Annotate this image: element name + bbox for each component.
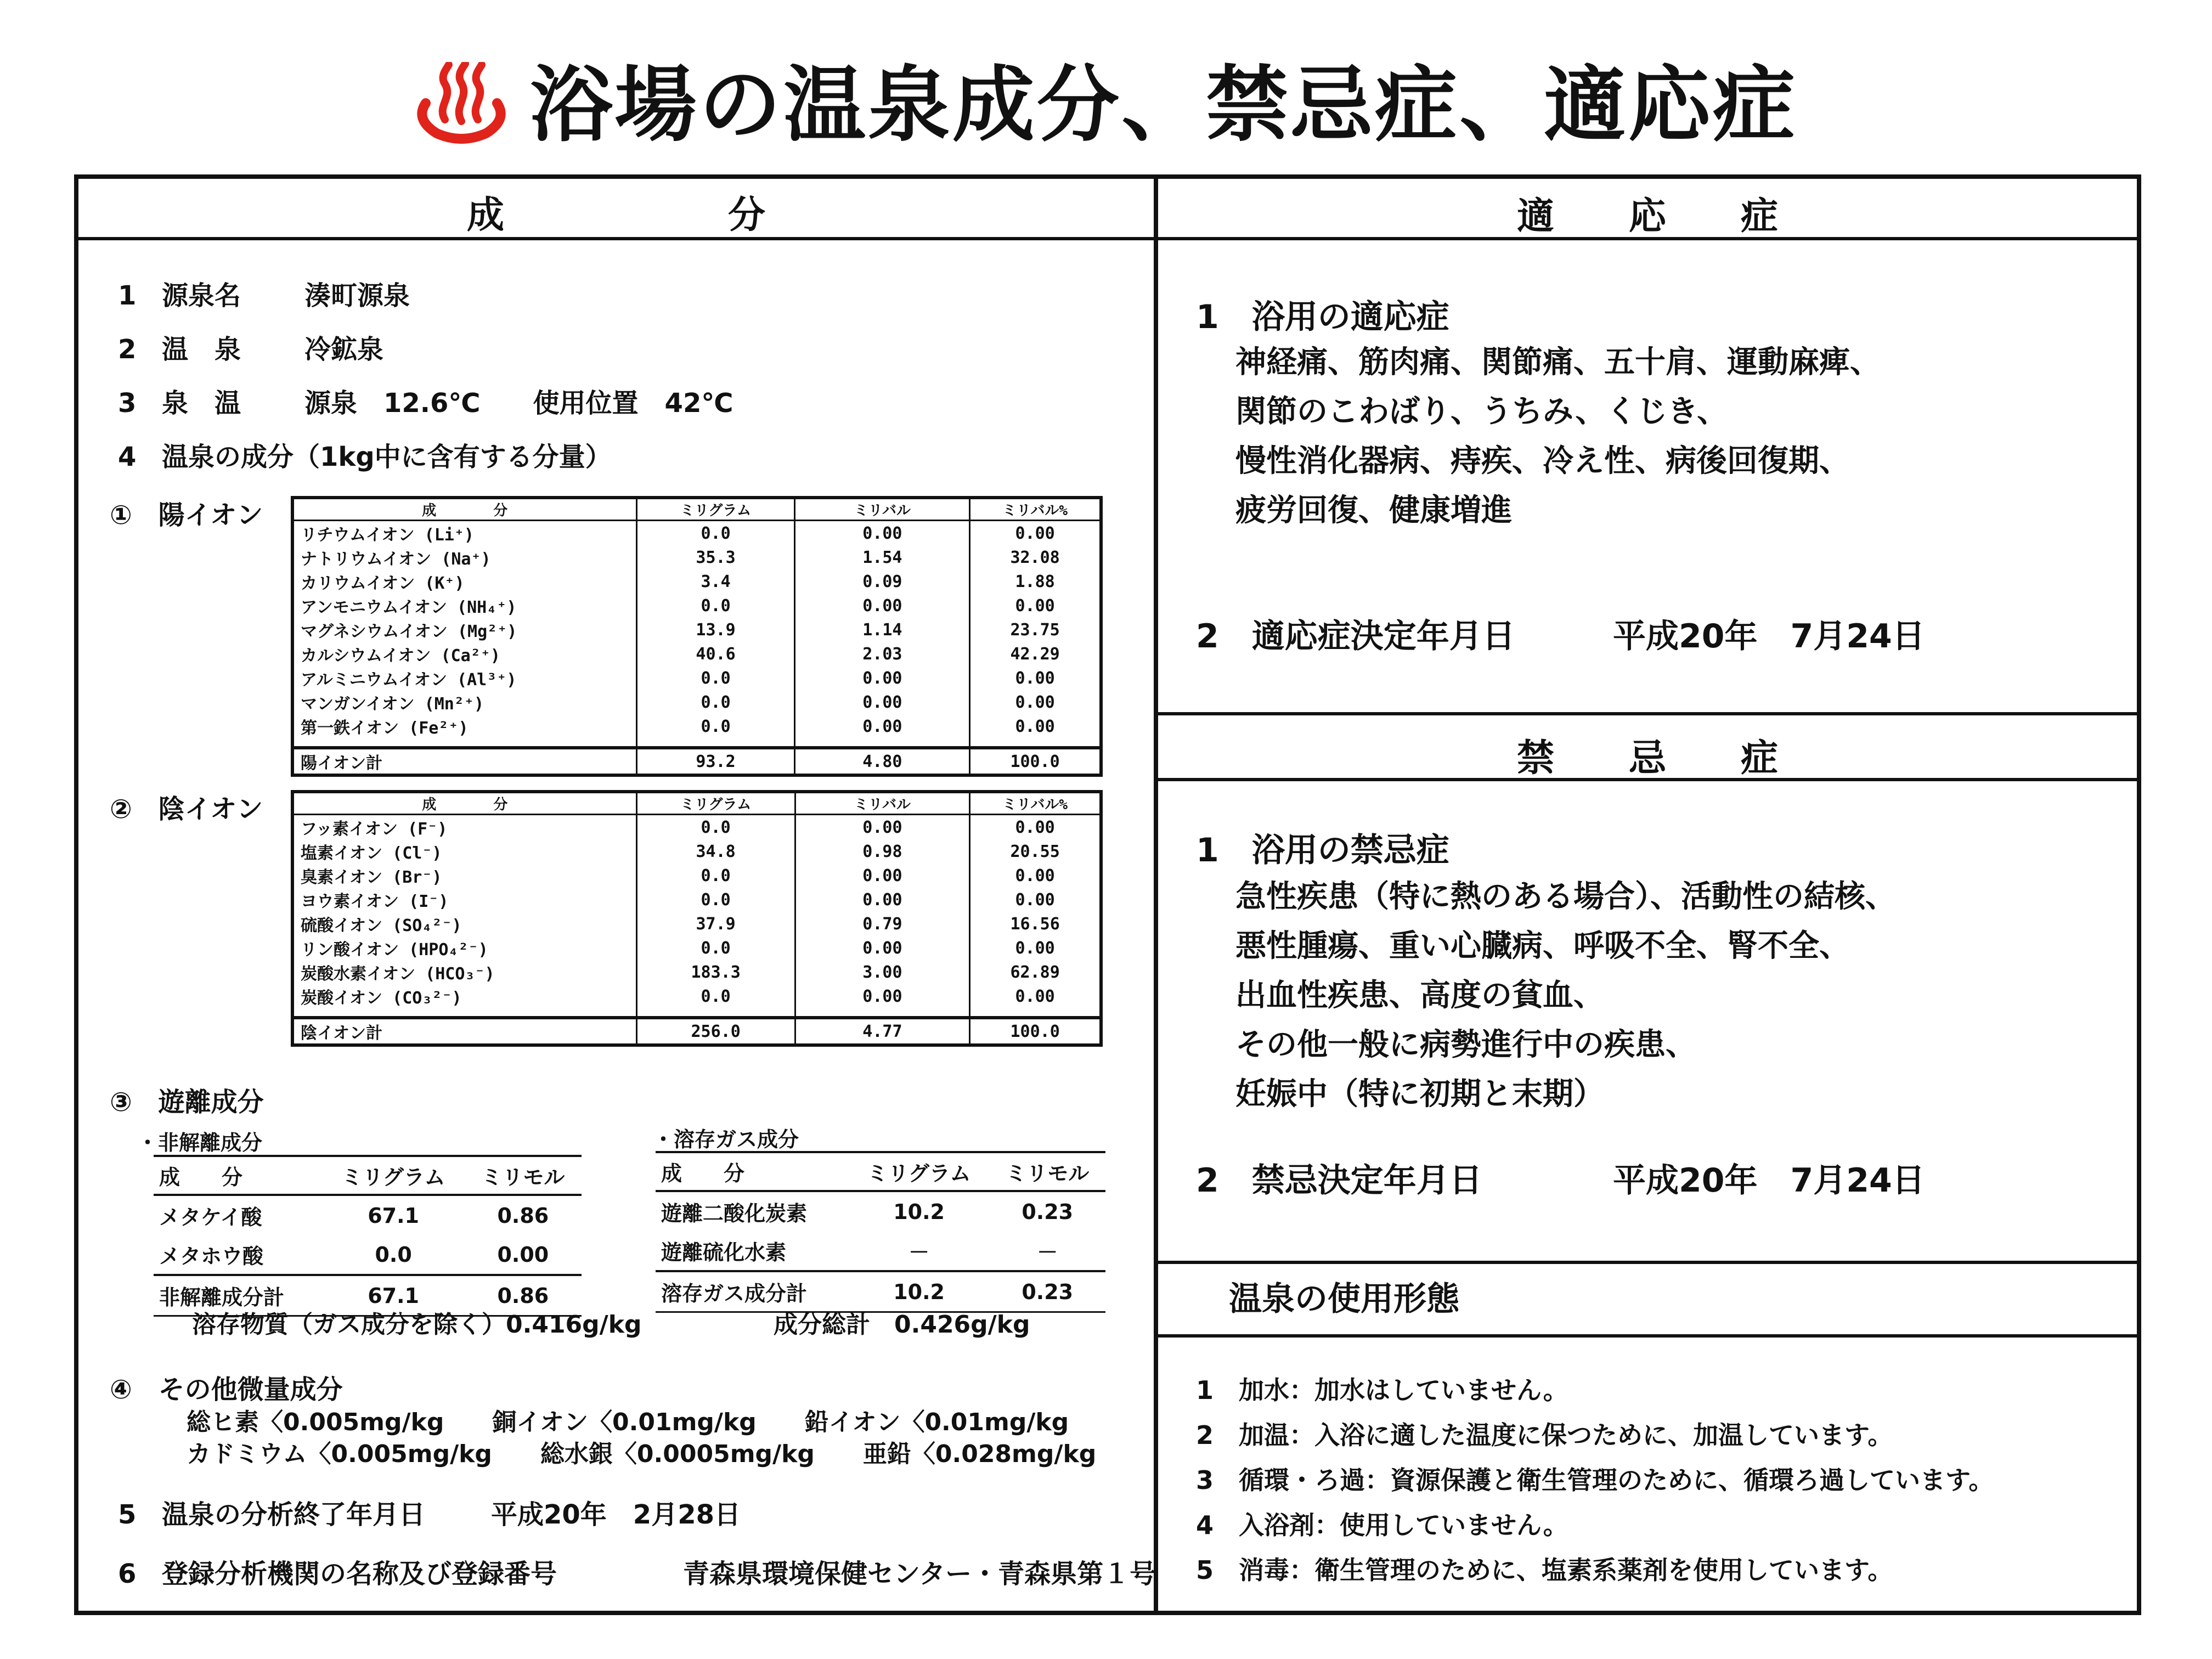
th-mg: ミリグラム [636,498,795,521]
anion-label: ② 陰イオン [110,794,263,825]
table-row: メタケイ酸 67.1 0.86 [159,1203,549,1229]
trace-line-2: カドミウム〈0.005mg/kg 総水銀〈0.0005mg/kg 亜鉛〈0.028mg/kg [187,1440,1097,1468]
rule-usage-bottom [1154,1334,2141,1338]
table-row: メタホウ酸 0.0 0.00 [159,1242,549,1268]
table-row: リン酸イオン (HPO₄²⁻) 0.0 0.00 0.00 [292,936,1101,960]
header-components: 成 分 [466,194,765,237]
hot-spring-icon [415,62,508,144]
trace-label: ④ その他微量成分 [110,1374,343,1405]
th-mg: ミリグラム [636,792,795,815]
table-row: リチウムイオン (Li⁺) 0.0 0.00 0.00 [292,521,1101,546]
header-indications: 適 応 症 [1516,195,1778,238]
table-total-row: 陰イオン計 256.0 4.77 100.0 [292,1018,1101,1045]
table-row: ナトリウムイオン (Na⁺) 35.3 1.54 32.08 [292,545,1101,569]
undissociated-caption: ・非解離成分 [137,1131,263,1155]
column-divider [1154,174,1158,1615]
th-mval: ミリバル [795,498,970,521]
usage-item: 3 循環・ろ過：資源保護と衛生管理のために、循環ろ過しています。 [1196,1465,1994,1495]
table-row: 炭酸水素イオン (HCO₃⁻) 183.3 3.00 62.89 [292,960,1101,984]
item-2: 2 温 泉 冷鉱泉 [118,334,384,365]
table-row: マグネシウムイオン (Mg²⁺) 13.9 1.14 23.75 [292,618,1101,642]
title-text: 浴場の温泉成分、禁忌症、適応症 [529,58,1797,153]
table-row: 炭酸イオン (CO₃²⁻) 0.0 0.00 0.00 [292,984,1101,1018]
contraindication-line: 妊娠中（特に初期と末期） [1235,1076,1604,1112]
table-total-row: 溶存ガス成分計 10.2 0.23 [656,1271,1105,1312]
contraindication-line: 出血性疾患、高度の貧血、 [1235,978,1604,1013]
contraindication-line: 急性疾患（特に熱のある場合）、活動性の結核、 [1235,879,1896,915]
total-components: 成分総計 0.426g/kg [774,1311,1030,1339]
usage-item: 4 入浴剤：使用していません。 [1196,1510,1568,1540]
gas-caption: ・溶存ガス成分 [653,1127,799,1152]
item-1: 1 源泉名 湊町源泉 [118,280,410,311]
th-name: 成 分 [292,498,636,521]
usage-item: 1 加水：加水はしていません。 [1196,1375,1568,1405]
contraindication-line: その他一般に病勢進行中の疾患、 [1235,1027,1696,1063]
table-row: アルミニウムイオン (Al³⁺) 0.0 0.00 0.00 [292,666,1101,690]
cation-table [291,496,1103,777]
table-row: 硫酸イオン (SO₄²⁻) 37.9 0.79 16.56 [292,912,1101,936]
th-pct: ミリバル% [970,792,1101,815]
item-4: 4 温泉の成分（1kg中に含有する分量） [118,442,612,472]
undissociated-table: 成 分 ミリグラム ミリモル メタケイ酸 67.1 0.86 メタホウ酸 0.0 0.00 非解離成分計 67.1 0.86 [154,1155,582,1317]
contraindications-heading: 1 浴用の禁忌症 [1196,831,1449,870]
th-mval: ミリバル [795,792,970,815]
table-row: 臭素イオン (Br⁻) 0.0 0.00 0.00 [292,864,1101,888]
table-row: 塩素イオン (Cl⁻) 34.8 0.98 20.55 [292,839,1101,864]
item-5: 5 温泉の分析終了年月日 平成20年 2月28日 [118,1499,741,1530]
table-row: フッ素イオン (F⁻) 0.0 0.00 0.00 [292,815,1101,840]
table-row: 第一鉄イオン (Fe²⁺) 0.0 0.00 0.00 [292,714,1101,748]
header-contraindications: 禁 忌 症 [1516,737,1778,780]
item-6: 6 登録分析機関の名称及び登録番号 青森県環境保健センター・青森県第１号 [118,1559,1156,1589]
contraindications-date: 2 禁忌決定年月日 平成20年 7月24日 [1196,1161,1925,1200]
trace-line-1: 総ヒ素〈0.005mg/kg 銅イオン〈0.01mg/kg 鉛イオン〈0.01mg/kg [187,1408,1069,1436]
header-usage: 温泉の使用形態 [1229,1280,1459,1318]
indication-line: 関節のこわばり、うちみ、くじき、 [1235,394,1728,430]
gas-table: 成 分 ミリグラム ミリモル 遊離二酸化炭素 10.2 0.23 遊離硫化水素 － － 溶存ガス成分計 10.2 0.23 [656,1151,1105,1313]
th-name: 成 分 [292,792,636,815]
page-title [0,38,2212,157]
table-row: カルシウムイオン (Ca²⁺) 40.6 2.03 42.29 [292,642,1101,666]
table-row: 遊離二酸化炭素 10.2 0.23 [661,1199,1074,1226]
rule-kinki-top [1154,712,2141,715]
table-total-row: 陽イオン計 93.2 4.80 100.0 [292,748,1101,775]
indications-date: 2 適応症決定年月日 平成20年 7月24日 [1196,617,1925,656]
rule-usage-top [1154,1261,2141,1264]
free-label: ③ 遊離成分 [110,1087,264,1118]
indication-line: 慢性消化器病、痔疾、冷え性、病後回復期、 [1235,443,1850,479]
indications-heading: 1 浴用の適応症 [1196,298,1449,336]
dissolved-solids: 溶存物質（ガス成分を除く）0.416g/kg [192,1311,642,1339]
table-total-row: 非解離成分計 67.1 0.86 [154,1275,582,1316]
usage-item: 2 加温：入浴に適した温度に保つために、加温しています。 [1196,1420,1893,1450]
usage-item: 5 消毒：衛生管理のために、塩素系薬剤を使用しています。 [1196,1555,1893,1585]
anion-table [291,790,1103,1047]
th-pct: ミリバル% [970,498,1101,521]
table-row: マンガンイオン (Mn²⁺) 0.0 0.00 0.00 [292,690,1101,714]
item-3: 3 泉 温 源泉 12.6℃ 使用位置 42℃ [118,388,733,419]
table-row: 遊離硫化水素 － － [661,1240,1058,1265]
cation-label: ① 陽イオン [110,500,263,531]
indication-line: 疲労回復、健康増進 [1235,493,1512,528]
table-row: カリウムイオン (K⁺) 3.4 0.09 1.88 [292,569,1101,594]
indication-line: 神経痛、筋肉痛、関節痛、五十肩、運動麻痺、 [1235,345,1881,380]
table-row: ヨウ素イオン (I⁻) 0.0 0.00 0.00 [292,888,1101,912]
contraindication-line: 悪性腫瘍、重い心臓病、呼吸不全、腎不全、 [1235,928,1850,964]
table-row: アンモニウムイオン (NH₄⁺) 0.0 0.00 0.00 [292,594,1101,618]
